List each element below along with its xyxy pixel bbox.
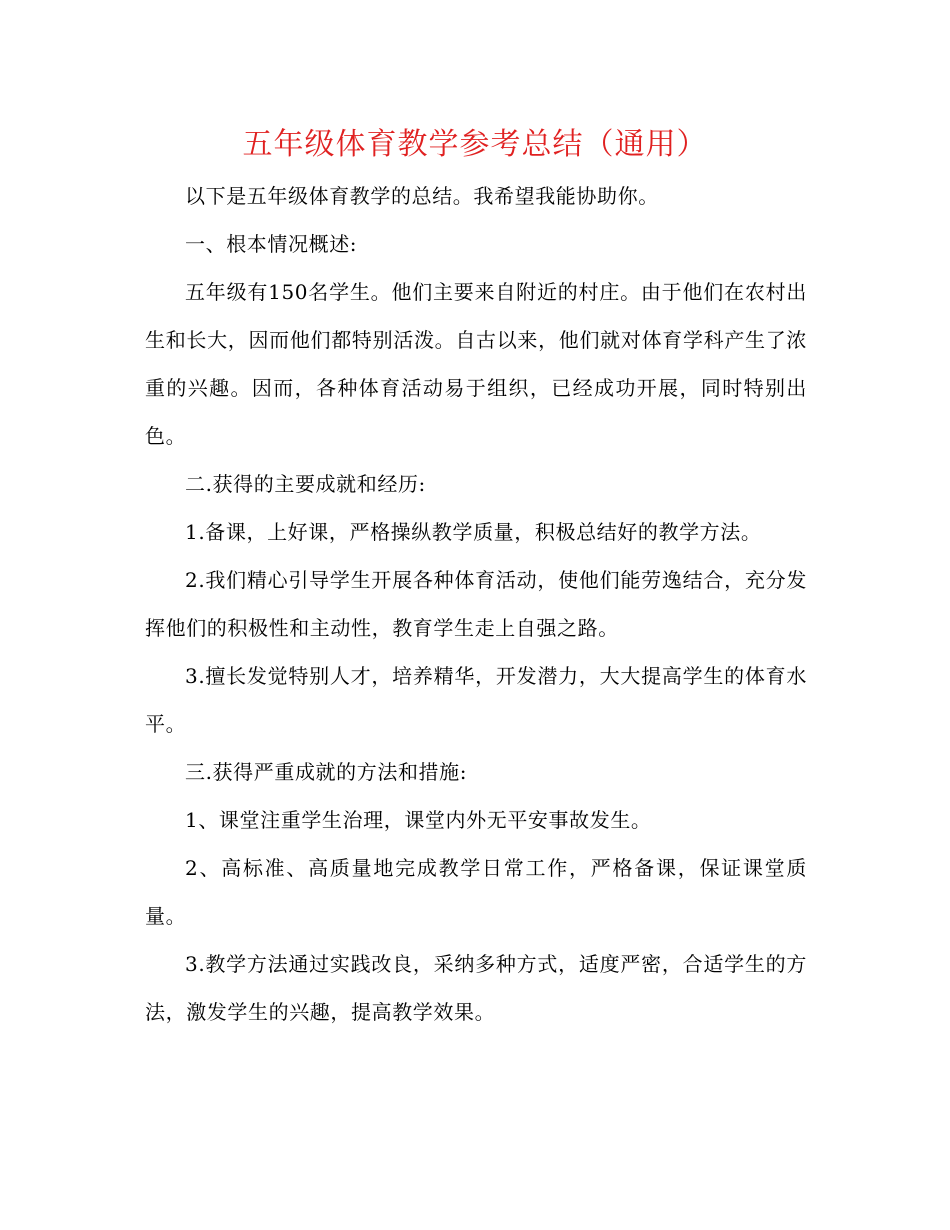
document-title: 五年级体育教学参考总结（通用）	[242, 127, 708, 162]
paragraph-achievement-2: 2.我们精心引导学生开展各种体育活动，使他们能劳逸结合，充分发挥他们的积极性和主动性，教育学生走上自强之路。	[145, 568, 807, 640]
section-heading-overview: 一、根本情况概述:	[185, 232, 358, 256]
section-heading-methods: 三.获得严重成就的方法和措施:	[185, 760, 468, 784]
paragraph-achievement-1: 1.备课，上好课，严格操纵教学质量，积极总结好的教学方法。	[185, 520, 762, 544]
paragraph-method-3: 3.教学方法通过实践改良，采纳多种方式，适度严密，合适学生的方法，激发学生的兴趣，提高教学效果。	[145, 952, 807, 1024]
document-body	[145, 172, 807, 1036]
paragraph-achievement-3: 3.擅长发觉特别人才，培养精华，开发潜力，大大提高学生的体育水平。	[145, 664, 807, 736]
section-heading-achievements: 二.获得的主要成就和经历:	[185, 472, 426, 496]
paragraph-intro: 以下是五年级体育教学的总结。我希望我能协助你。	[185, 184, 659, 208]
paragraph-overview: 五年级有150名学生。他们主要来自附近的村庄。由于他们在农村出生和长大，因而他们都特别活泼。自古以来，他们就对体育学科产生了浓重的兴趣。因而，各种体育活动易于组织，已经成功开展，同时特别出色。	[145, 280, 807, 448]
paragraph-method-2: 2、高标准、高质量地完成教学日常工作，严格备课，保证课堂质量。	[145, 856, 807, 928]
paragraph-method-1: 1、课堂注重学生治理，课堂内外无平安事故发生。	[185, 808, 652, 832]
